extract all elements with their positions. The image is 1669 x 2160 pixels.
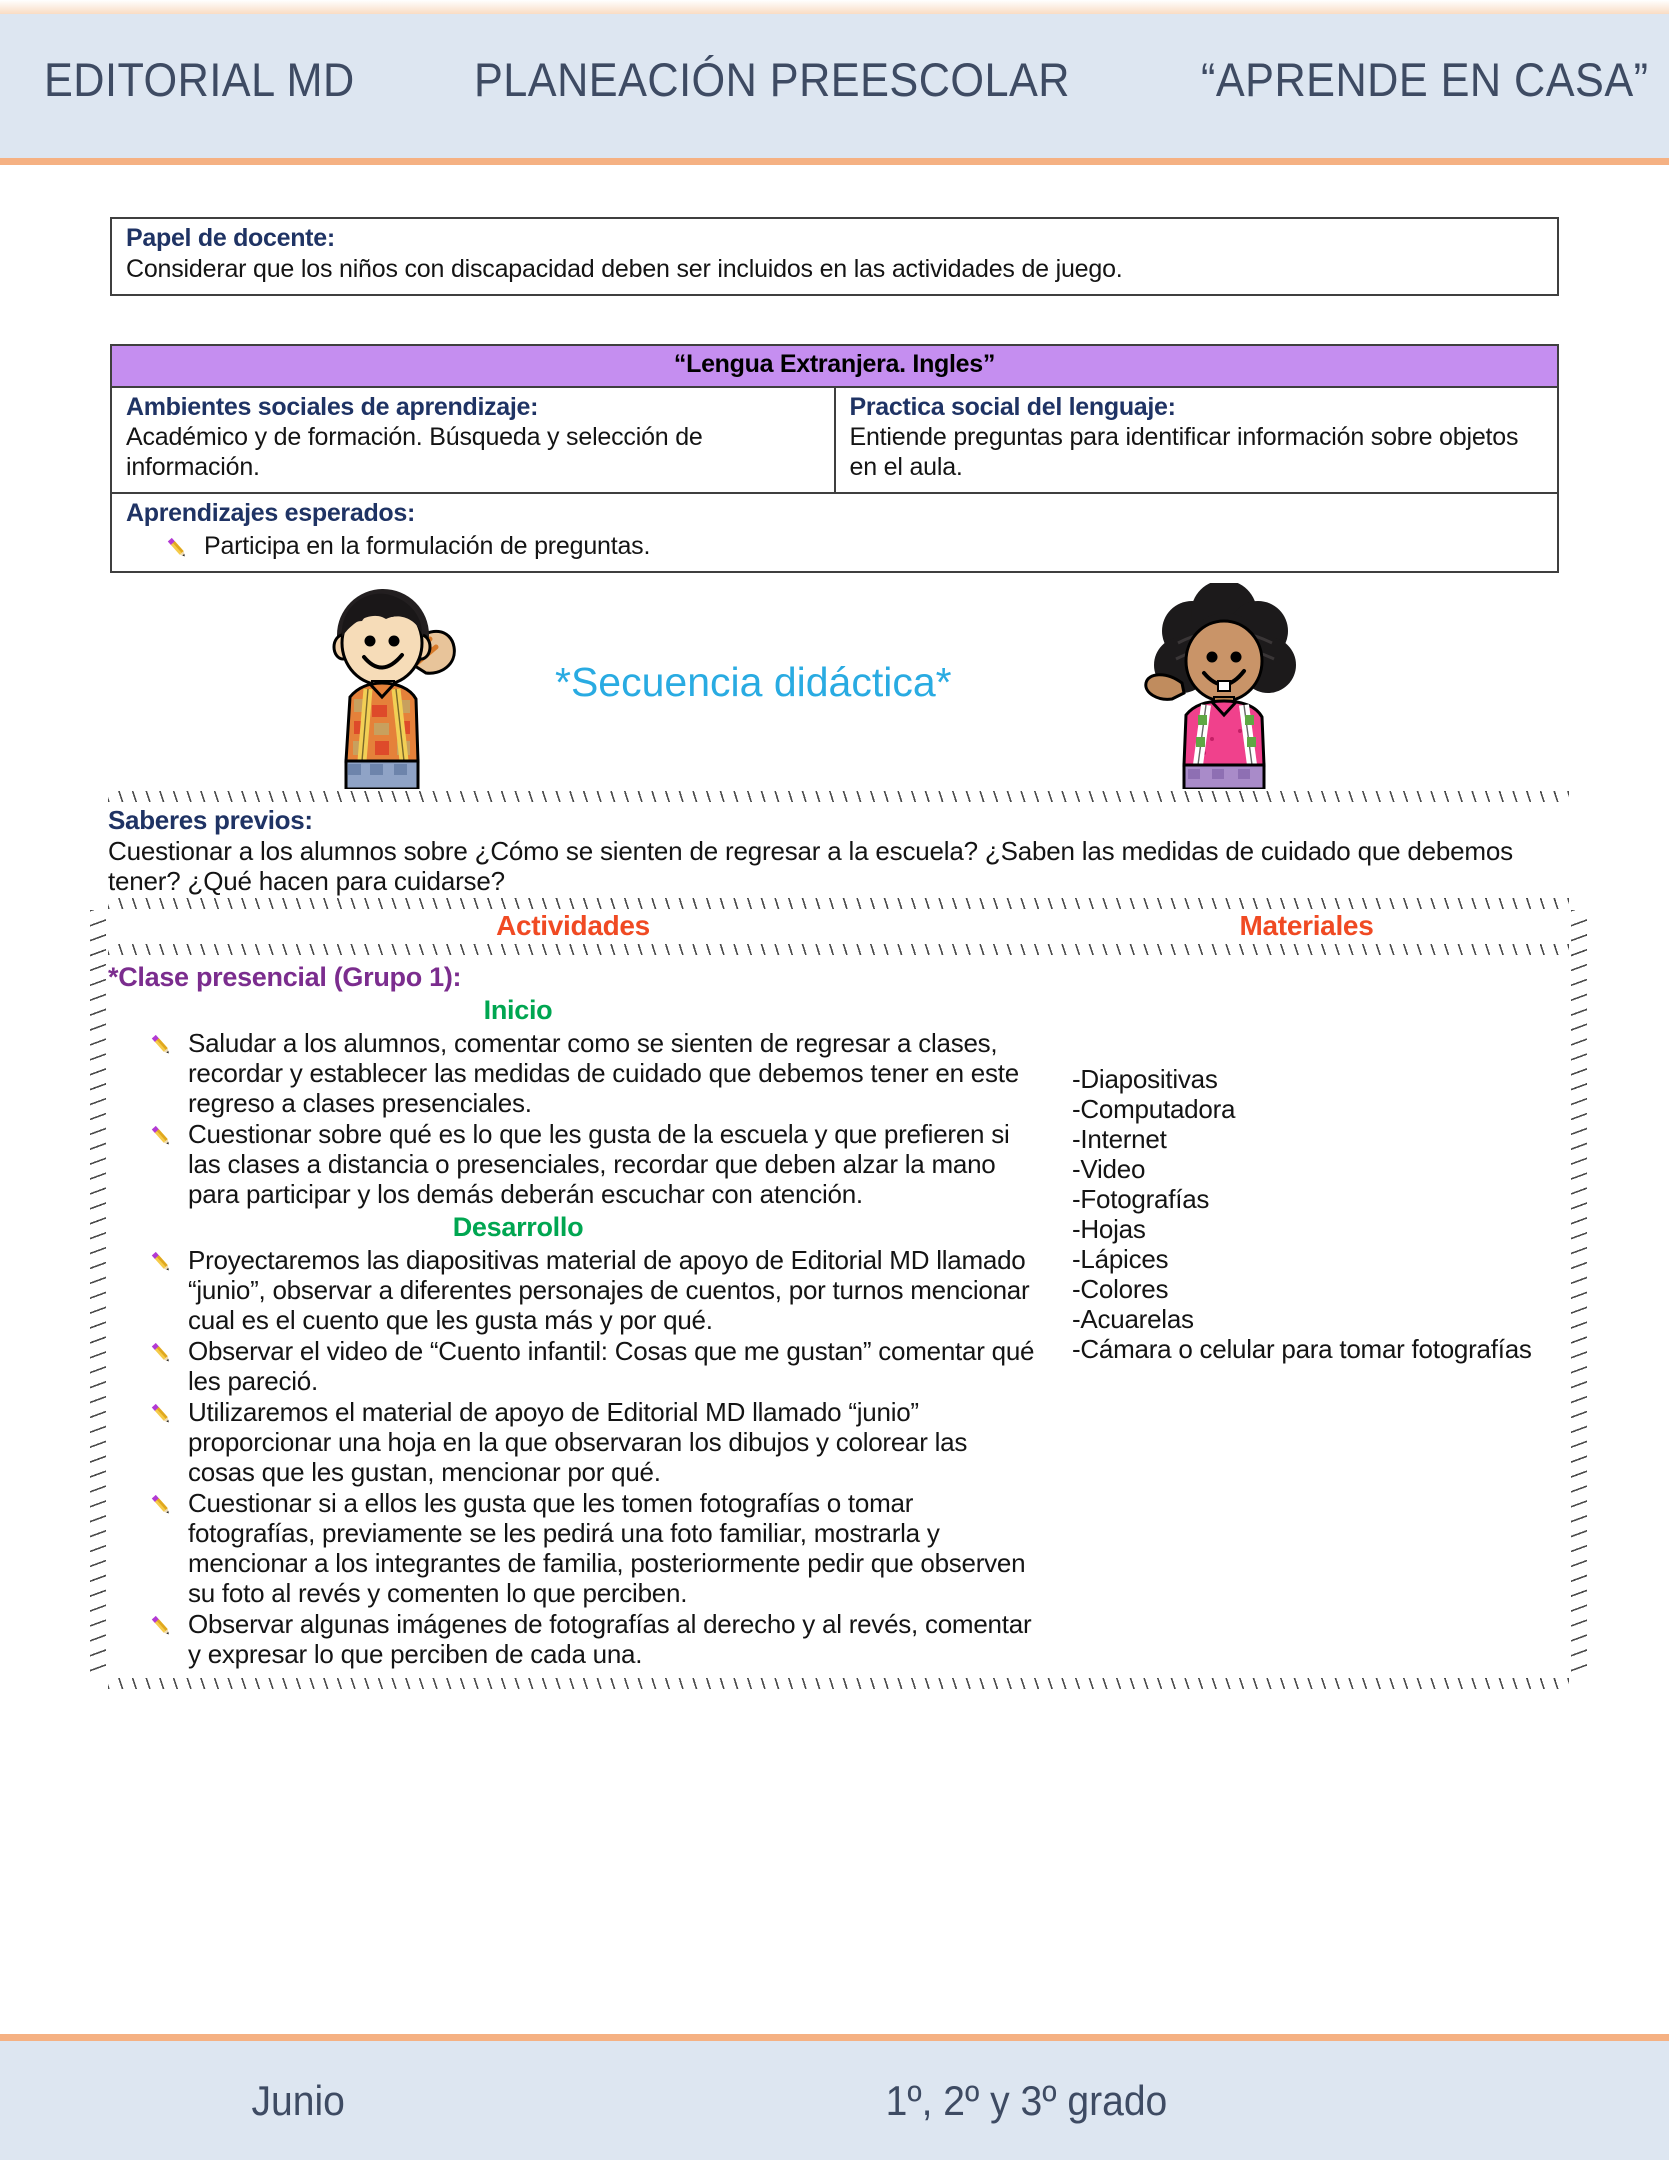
brand-title: EDITORIAL MD	[44, 52, 355, 106]
language-practice-label: Practica social del lenguaje:	[849, 392, 1176, 421]
pencil-bullet-icon	[148, 1613, 174, 1639]
activity-item	[108, 1488, 1038, 1608]
teacher-role-table	[110, 217, 1559, 296]
social-environments-text: Académico y de formación. Búsqueda y selección de información.	[126, 423, 703, 481]
materials-column	[1038, 956, 1569, 1670]
activity-item	[108, 1397, 1038, 1487]
expected-learning-cell	[112, 494, 1557, 571]
activities-column-header-cell	[108, 910, 1038, 942]
pencil-bullet-icon	[148, 1340, 174, 1366]
sequence-illustration-strip	[0, 581, 1669, 789]
expected-learning-text: Participa en la formulación de preguntas.	[204, 531, 651, 560]
activity-text: Cuestionar si a ellos les gusta que les tomen fotografías o tomar fotografías, previamente se les pedirá una foto familiar, mostrarla y mencionar a los integrantes de familia, posteriormente pedir que observen su foto al revés y comenten lo que perciben.	[188, 1488, 1026, 1609]
prior-knowledge-text: Cuestionar a los alumnos sobre ¿Cómo se sienten de regresar a la escuela? ¿Saben las medidas de cuidado que debemos tener? ¿Qué hacen para cuidarse?	[108, 835, 1513, 896]
activities-materials-columns	[108, 956, 1569, 1670]
prior-knowledge-label: Saberes previos:	[108, 804, 313, 835]
phase-title-inicio: Inicio	[483, 994, 553, 1025]
teacher-role-cell	[112, 219, 1557, 294]
activity-text: Saludar a los alumnos, comentar como se sienten de regresar a clases, recordar y establecer las medidas de cuidado que debemos tener en este regreso a clases presenciales.	[188, 1027, 1019, 1118]
material-item: -Internet	[1072, 1123, 1167, 1154]
expected-learning-item	[126, 531, 1543, 561]
material-item: -Video	[1072, 1153, 1146, 1184]
teacher-role-label: Papel de docente:	[126, 224, 335, 252]
footer-grades: 1º, 2º y 3º grado	[886, 2076, 1168, 2124]
language-practice-text: Entiende preguntas para identificar información sobre objetos en el aula.	[849, 423, 1519, 481]
pencil-bullet-icon	[164, 535, 190, 561]
material-item: -Acuarelas	[1072, 1303, 1194, 1334]
subject-banner: “Lengua Extranjera. Ingles”	[112, 346, 1557, 388]
activity-text: Observar algunas imágenes de fotografías al derecho y al revés, comentar y expresar lo que perciben de cada una.	[188, 1609, 1032, 1670]
materials-column-header-cell	[1038, 910, 1569, 942]
material-item: -Diapositivas	[1072, 1063, 1218, 1094]
program-name-title: “APRENDE EN CASA”	[1201, 52, 1649, 106]
page-footer	[0, 2034, 1669, 2160]
material-item: -Cámara o celular para tomar fotografías	[1072, 1333, 1532, 1364]
expected-learning-label: Aprendizajes esperados:	[126, 499, 416, 527]
pencil-bullet-icon	[148, 1249, 174, 1275]
subject-table	[110, 344, 1559, 573]
page-body	[0, 217, 1669, 1690]
activities-materials-section	[108, 896, 1569, 1690]
language-practice-cell	[834, 388, 1558, 493]
decorative-dash-border-under-headers	[108, 942, 1569, 956]
material-item: -Colores	[1072, 1273, 1169, 1304]
social-environments-cell	[112, 388, 834, 493]
boy-waving-illustration	[318, 581, 466, 789]
activity-text: Cuestionar sobre qué es lo que les gusta de la escuela y que prefieren si las clases a distancia o presenciales, recordar que deben alzar la mano para participar y los demás deberán escuchar con atención.	[188, 1118, 1010, 1209]
sequence-title: *Secuencia didáctica*	[555, 658, 952, 705]
material-item: -Lápices	[1072, 1243, 1169, 1274]
document-type-title: PLANEACIÓN PREESCOLAR	[473, 52, 1070, 106]
activity-item	[108, 1336, 1038, 1396]
class-group-label: *Clase presencial (Grupo 1):	[108, 961, 462, 992]
decorative-dash-border-bottom	[108, 1676, 1569, 1690]
girl-waving-illustration	[1140, 583, 1306, 789]
column-headers-row	[108, 910, 1569, 942]
decorative-dash-border-mid	[108, 896, 1569, 910]
activity-text: Proyectaremos las diapositivas material de apoyo de Editorial MD llamado “junio”, observar a diferentes personajes de cuentos, por turnos mencionar cual es el cuento que les gusta más y por qué.	[188, 1244, 1030, 1335]
materials-column-header: Materiales	[1239, 909, 1374, 941]
pencil-bullet-icon	[148, 1401, 174, 1427]
activity-item	[108, 1609, 1038, 1669]
activity-text: Observar el video de “Cuento infantil: Cosas que me gustan” comentar qué les pareció.	[188, 1335, 1035, 1396]
activity-item	[108, 1119, 1038, 1209]
page-header	[0, 0, 1669, 165]
material-item: -Computadora	[1072, 1093, 1236, 1124]
material-item: -Hojas	[1072, 1213, 1146, 1244]
phase-title-desarrollo: Desarrollo	[452, 1211, 584, 1242]
decorative-side-dash-right	[1571, 910, 1587, 1676]
pencil-bullet-icon	[148, 1492, 174, 1518]
activities-column-header: Actividades	[496, 909, 650, 941]
pencil-bullet-icon	[148, 1032, 174, 1058]
activity-item	[108, 1028, 1038, 1118]
social-environments-label: Ambientes sociales de aprendizaje:	[126, 392, 539, 421]
footer-month: Junio	[251, 2076, 345, 2124]
activity-item	[108, 1245, 1038, 1335]
activities-column	[108, 956, 1038, 1670]
decorative-dash-border-top	[108, 789, 1569, 803]
decorative-side-dash-left	[90, 910, 106, 1676]
prior-knowledge-section	[108, 789, 1569, 896]
pencil-bullet-icon	[148, 1123, 174, 1149]
materials-spacer	[1068, 956, 1569, 1064]
teacher-role-text: Considerar que los niños con discapacidad deben ser incluidos en las actividades de juego.	[126, 254, 1123, 283]
material-item: -Fotografías	[1072, 1183, 1210, 1214]
activity-text: Utilizaremos el material de apoyo de Editorial MD llamado “junio” proporcionar una hoja en la que observaran los dibujos y colorear las cosas que les gustan, mencionar por qué.	[188, 1396, 968, 1488]
